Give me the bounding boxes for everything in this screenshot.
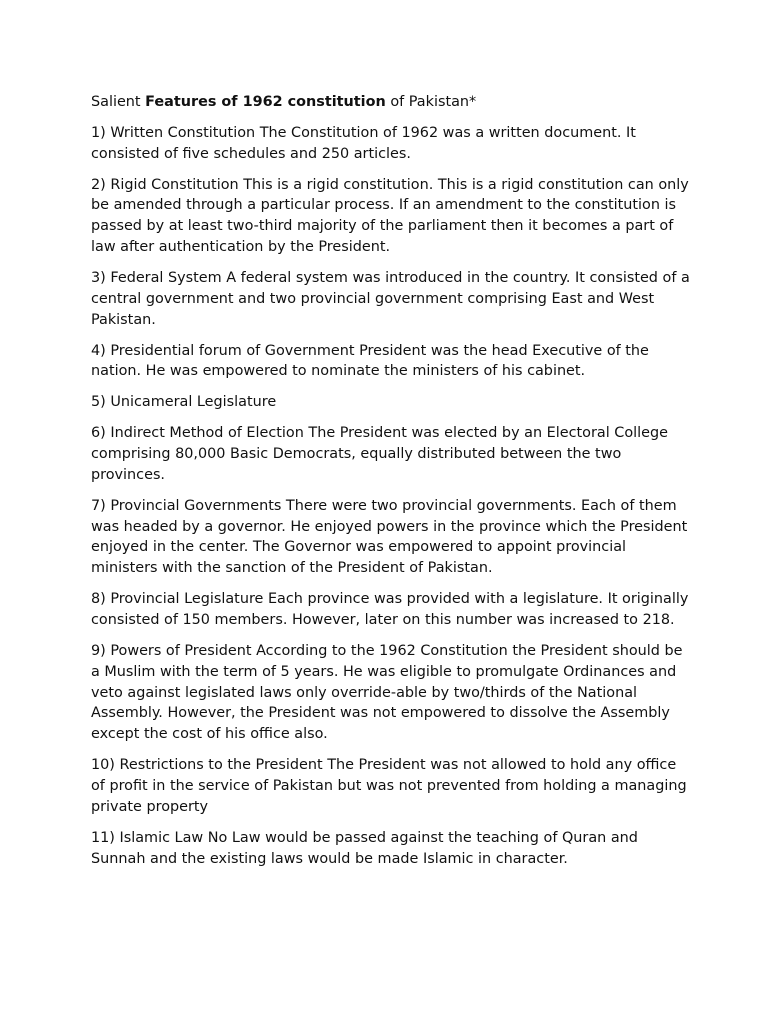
- title-suffix: of Pakistan*: [385, 94, 477, 110]
- document-page: [91, 92, 691, 880]
- paragraph-10: 10) Restrictions to the President The President was not allowed to hold any office of profit in the service of Pakistan but was not prevented from holding a managing private property: [91, 757, 687, 815]
- title-bold: Features of 1962 constitution: [145, 94, 386, 110]
- paragraph-3: 3) Federal System A federal system was introduced in the country. It consisted of a central government and two provincial government comprising East and West Pakistan.: [91, 269, 690, 328]
- paragraph-11: 11) Islamic Law No Law would be passed against the teaching of Quran and Sunnah and the existing laws would be made Islamic in character.: [91, 829, 638, 867]
- title-prefix: Salient: [91, 94, 146, 110]
- paragraph-2: 2) Rigid Constitution This is a rigid constitution. This is a rigid constitution can only be amended through a particular process. If an amendment to the constitution is passed by at least two-third majority of the parliament then it becomes a part of law after authentication by the President.: [91, 176, 689, 255]
- paragraph-7: 7) Provincial Governments There were two provincial governments. Each of them was headed by a governor. He enjoyed powers in the province which the President enjoyed in the center. The Governor was empowered to appoint provincial ministers with the sanction of the President of Pakistan.: [91, 497, 688, 577]
- document-title: [91, 92, 691, 113]
- paragraph-9: 9) Powers of President According to the 1962 Constitution the President should be a Muslim with the term of 5 years. He was eligible to promulgate Ordinances and veto against legislated laws only override-able by two/thirds of the National Assembly. However, the President was not empowered to dissolve the Assembly except the cost of his office also.: [91, 643, 683, 743]
- paragraph-1: 1) Written Constitution The Constitution of 1962 was a written document. It consisted of five schedules and 250 articles.: [91, 124, 636, 162]
- paragraph-4: 4) Presidential forum of Government President was the head Executive of the nation. He was empowered to nominate the ministers of his cabinet.: [91, 342, 649, 380]
- paragraph-6: 6) Indirect Method of Election The President was elected by an Electoral College comprising 80,000 Basic Democrats, equally distributed between the two provinces.: [91, 425, 668, 483]
- paragraph-5: 5) Unicameral Legislature: [91, 394, 277, 411]
- paragraph-8: 8) Provincial Legislature Each province was provided with a legislature. It originally consisted of 150 members. However, later on this number was increased to 218.: [91, 591, 689, 629]
